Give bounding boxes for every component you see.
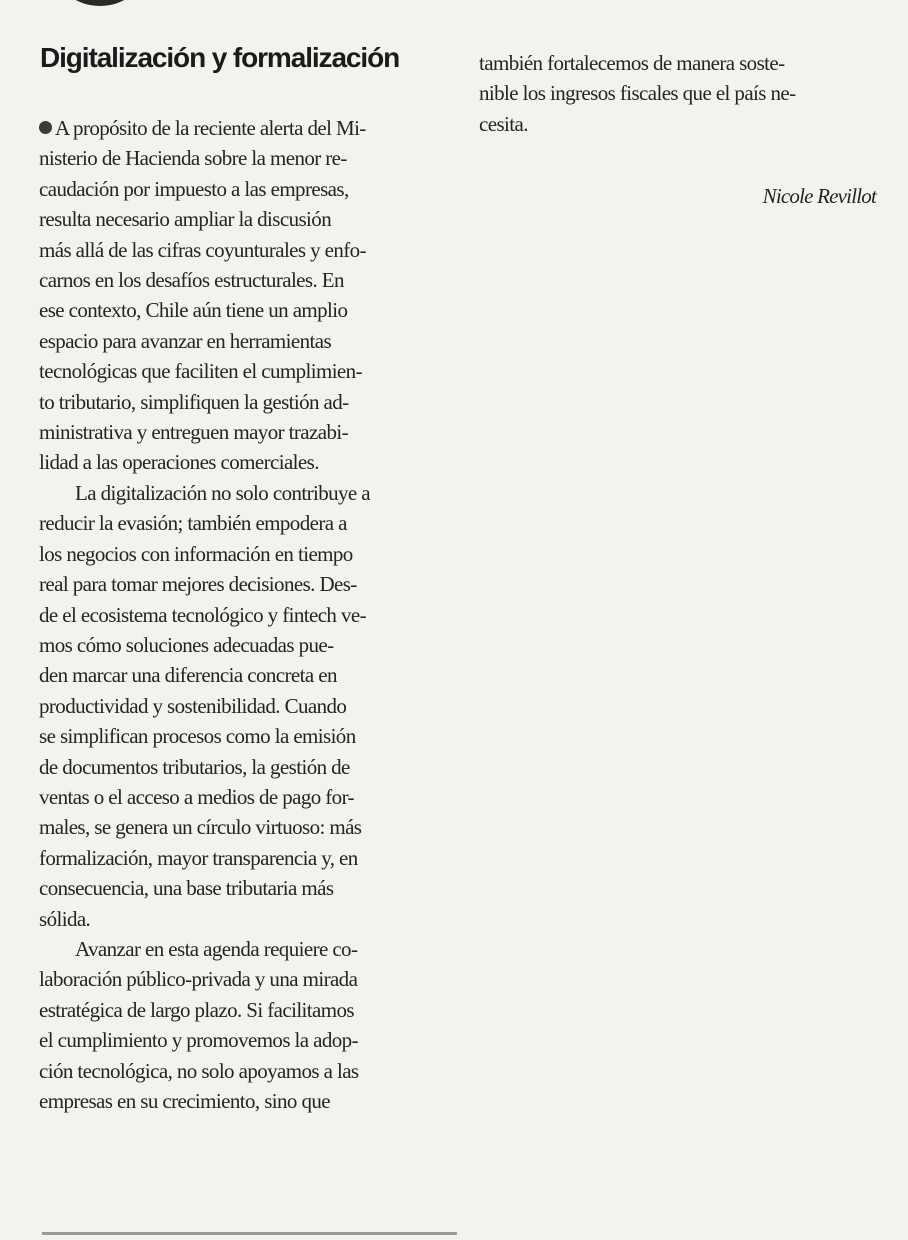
body-line: ministrativa y entreguen mayor trazabi- [39, 420, 348, 445]
body-line: males, se genera un círculo virtuoso: más [39, 815, 362, 840]
body-line: ese contexto, Chile aún tiene un amplio [39, 298, 348, 323]
body-line: se simplifican procesos como la emisión [39, 724, 356, 749]
body-line: nisterio de Hacienda sobre la menor re- [39, 146, 347, 171]
body-line: real para tomar mejores decisiones. Des- [39, 572, 357, 597]
bullet-icon [39, 121, 52, 134]
body-line: A propósito de la reciente alerta del Mi- [39, 113, 444, 143]
article-body-right-column [479, 48, 879, 139]
body-line: los negocios con información en tiempo [39, 541, 353, 566]
body-line: to tributario, simplifiquen la gestión ad- [39, 389, 349, 414]
body-line: productividad y sostenibilidad. Cuando [39, 693, 347, 718]
body-line: el cumplimiento y promovemos la adop- [39, 1028, 358, 1053]
body-line: cesita. [479, 111, 528, 136]
body-line: más allá de las cifras coyunturales y enfo- [39, 237, 366, 262]
body-line: caudación por impuesto a las empresas, [39, 176, 349, 201]
body-line: ventas o el acceso a medios de pago for- [39, 784, 354, 809]
body-line: lidad a las operaciones comerciales. [39, 450, 319, 475]
body-line: laboración público-privada y una mirada [39, 967, 358, 992]
body-line: mos cómo soluciones adecuadas pue- [39, 632, 334, 657]
body-line: tecnológicas que faciliten el cumplimien- [39, 359, 362, 384]
body-line: den marcar una diferencia concreta en [39, 663, 337, 688]
body-line: estratégica de largo plazo. Si facilitamos [39, 997, 354, 1022]
body-line: espacio para avanzar en herramientas [39, 328, 332, 353]
body-line: también fortalecemos de manera soste- [479, 51, 785, 75]
body-line: consecuencia, una base tributaria más [39, 876, 334, 901]
article-title: Digitalización y formalización [40, 42, 400, 73]
body-line: ción tecnológica, no solo apoyamos a las [39, 1058, 359, 1083]
body-line: carnos en los desafíos estructurales. En [39, 268, 344, 293]
article-body-left-column [39, 113, 444, 1116]
body-line: formalización, mayor transparencia y, en [39, 845, 358, 870]
body-line: empresas en su crecimiento, sino que [39, 1089, 330, 1113]
decorative-arc [55, 0, 145, 6]
author-signature: Nicole Revillot [762, 184, 876, 208]
body-line: resulta necesario ampliar la discusión [39, 207, 332, 232]
body-line: sólida. [39, 906, 91, 931]
body-line: La digitalización no solo contribuye a [75, 480, 371, 505]
body-line: de documentos tributarios, la gestión de [39, 754, 350, 779]
body-line: reducir la evasión; también empodera a [39, 511, 347, 536]
body-line: de el ecosistema tecnológico y fintech ve- [39, 602, 366, 627]
body-line: nible los ingresos fiscales que el país ne- [479, 81, 796, 106]
bottom-divider [42, 1232, 457, 1235]
body-line: Avanzar en esta agenda requiere co- [75, 936, 358, 961]
